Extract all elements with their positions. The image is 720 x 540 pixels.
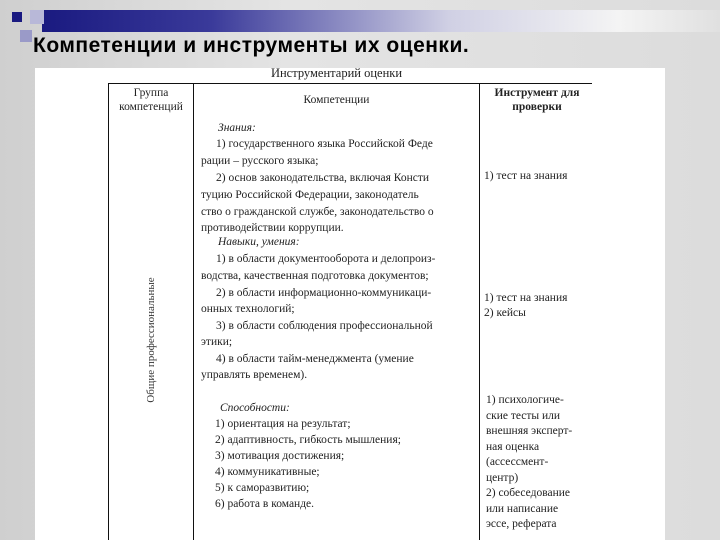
- tool-item: или написание: [486, 502, 559, 515]
- list-item: управлять временем).: [201, 369, 308, 381]
- header-group: Группа компетенций: [119, 87, 183, 113]
- table-caption: Инструментарий оценки: [270, 66, 403, 80]
- abilities-heading: Способности:: [220, 402, 290, 414]
- list-item: ство о гражданской службе, законодательство о: [201, 206, 434, 218]
- header-competencies: Компетенции: [303, 94, 370, 106]
- list-item: 2) в области информационно-коммуникаци-: [216, 287, 432, 299]
- tool-item: 1) психологиче-: [486, 394, 564, 406]
- tool-item: эссе, реферата: [486, 518, 557, 530]
- list-item: 1) ориентация на результат;: [215, 418, 351, 430]
- tool-item: ная оценка: [486, 440, 540, 453]
- decor-square: [30, 10, 44, 24]
- tool-item: внешняя эксперт-: [486, 425, 573, 437]
- knowledge-heading: Знания:: [218, 122, 256, 134]
- column-divider: [193, 83, 194, 540]
- tool-item: центр): [486, 471, 519, 484]
- list-item: 2) адаптивность, гибкость мышления;: [215, 434, 401, 446]
- tool-item: (ассессмент-: [486, 456, 549, 468]
- list-item: противодействии коррупции.: [201, 222, 344, 234]
- list-item: водства, качественная подготовка документов;: [201, 270, 429, 282]
- table-left-border: [108, 83, 109, 540]
- list-item: 6) работа в команде.: [215, 498, 315, 510]
- group-label: Общие профессиональные: [145, 277, 157, 403]
- list-item: 4) коммуникативные;: [215, 466, 320, 478]
- tool-item: 2) собеседование: [486, 487, 570, 499]
- skills-heading: Навыки, умения:: [218, 236, 300, 248]
- decor-square: [20, 30, 32, 42]
- list-item: туцию Российской Федерации, законодатель: [201, 189, 419, 201]
- list-item: 1) в области документооборота и делопроиз-: [216, 253, 436, 265]
- list-item: 1) государственного языка Российской Феде: [216, 138, 433, 150]
- list-item: 4) в области тайм-менеджмента (умение: [216, 353, 414, 365]
- slide-title: Компетенции и инструменты их оценки.: [33, 34, 470, 57]
- tool-item: 1) тест на знания: [484, 292, 568, 304]
- list-item: 3) мотивация достижения;: [215, 450, 345, 462]
- column-divider: [479, 83, 480, 540]
- list-item: этики;: [201, 336, 233, 348]
- list-item: 5) к саморазвитию;: [215, 482, 310, 494]
- list-item: онных технологий;: [201, 303, 295, 315]
- decor-square: [12, 12, 22, 22]
- table-top-border: [108, 83, 592, 84]
- list-item: рации – русского языка;: [201, 155, 319, 167]
- tool-item: 1) тест на знания: [484, 170, 568, 182]
- header-bar: [42, 10, 720, 32]
- list-item: 2) основ законодательства, включая Консти: [216, 172, 430, 184]
- tool-item: 2) кейсы: [484, 307, 526, 319]
- header-tool: Инструмент для проверки: [494, 87, 580, 113]
- tool-item: ские тесты или: [486, 409, 561, 422]
- list-item: 3) в области соблюдения профессиональной: [216, 320, 433, 332]
